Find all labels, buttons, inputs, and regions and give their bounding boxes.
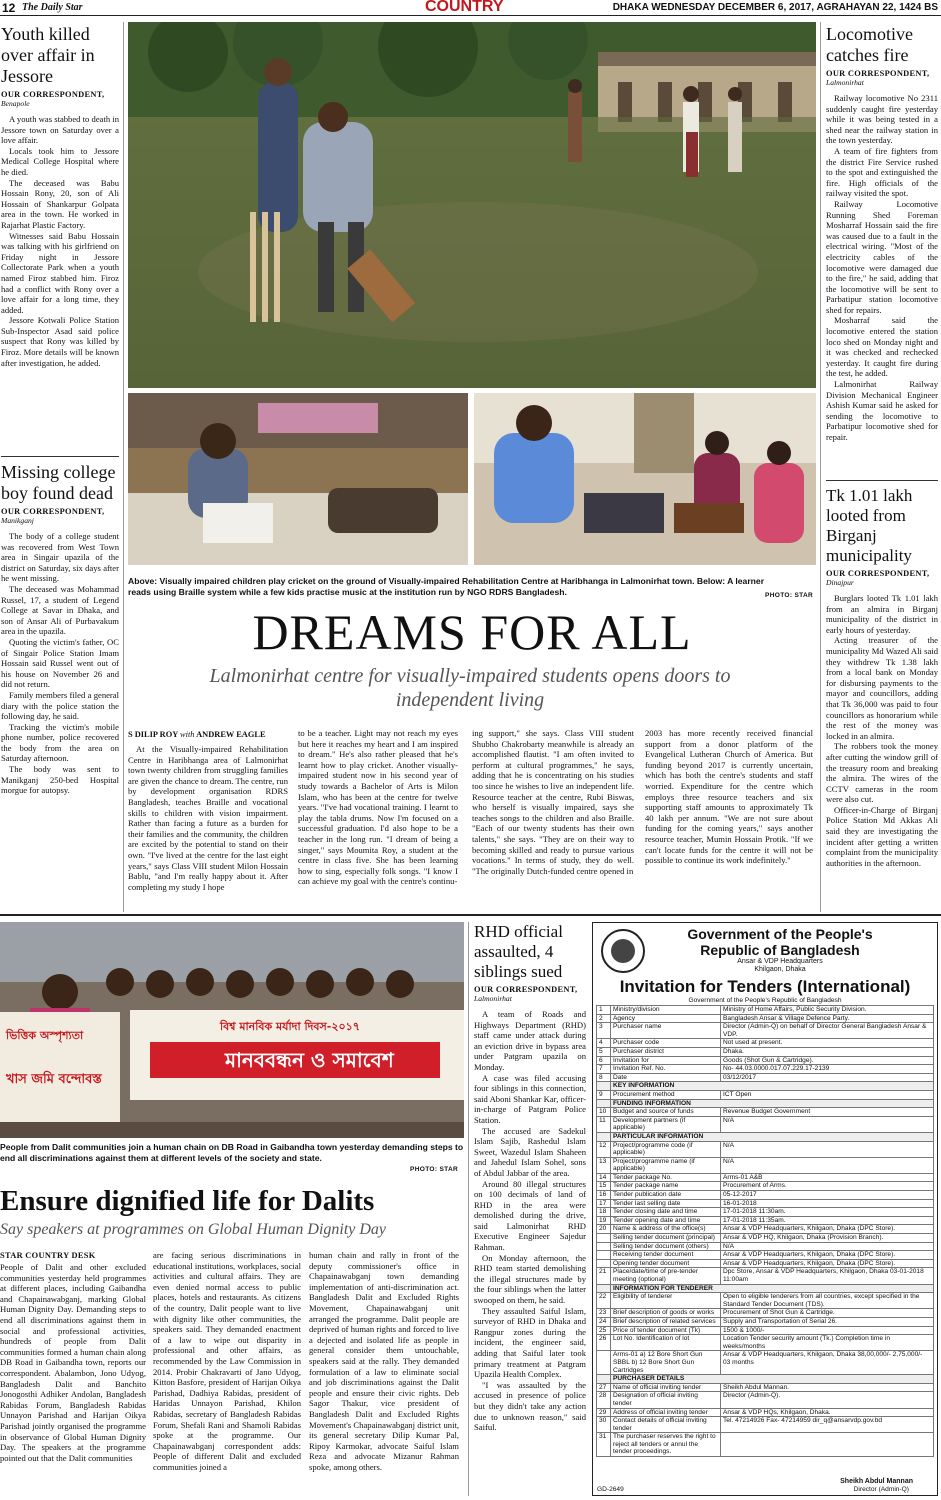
- tender-cell: Goods (Shot Gun & Cartridge).: [721, 1056, 934, 1065]
- tender-cell: Opening tender document: [611, 1259, 721, 1268]
- photo-music-illustration: [474, 393, 816, 565]
- tender-cell: Supply and Transportation of Serial 26.: [721, 1317, 934, 1326]
- dalit-photo-caption: People from Dalit communities join a human chain on DB Road in Gaibandha town yesterday demanding steps to end all discriminations against them at different levels of the society and state.: [0, 1142, 464, 1163]
- paragraph: Railway Locomotive Running Shed Foreman Mosharraf Hossain said the fire was caused due to a fault in the electrical wiring. "Most of the electricity cables of the locomotive were damaged due to the fire," he said, adding that the locomotive will be sent to Parbatipur station locomotive shed for repairs.: [826, 198, 938, 315]
- main-col-3: ing support," she says. Class VIII student Shubho Chakrobarty meanwhile is already an accomplished flautist. "I am often invited to perform at cultural programmes," he says, adding that he is concentrating on his studies too since he wishes to live an independent life. Resource teacher at the centre, Rubi Biswas, who herself is visually impaired, says she teaches songs to the children and also Braille. "Each of our twenty students has their own talents," she says. "They are on their way to becoming skilled and ready to pursue various vocations." In terms of study, they do well. "The originally Dutch-funded centre opened in: [472, 728, 634, 876]
- tender-cell: Procurement of Shot Gun & Cartridge.: [721, 1309, 934, 1318]
- paragraph: Locals took him to Jessore Medical College Hospital where he died.: [1, 145, 119, 177]
- tender-cell: PARTICULAR INFORMATION: [611, 1132, 934, 1141]
- story-missing-boy: [1, 462, 119, 796]
- story-body: [826, 593, 938, 868]
- tender-cell: [597, 1132, 611, 1141]
- tender-row: [597, 1417, 934, 1433]
- tender-cell: [597, 1242, 611, 1251]
- section-rule: [0, 914, 941, 916]
- tender-cell: Sheikh Abdul Mannan.: [721, 1383, 934, 1392]
- tender-gov-title: Government of the People's: [687, 926, 873, 942]
- tender-cell: Selling tender document (principal): [611, 1234, 721, 1243]
- story-headline: Missing college boy found dead: [1, 462, 116, 503]
- paragraph: "I was assaulted by the accused in presence of police but they didn't take any action due to unknown reason," said Saiful.: [474, 1379, 586, 1433]
- story-headline: Tk 1.01 lakh looted from Birganj municipality: [826, 486, 913, 565]
- story-locomotive: [826, 24, 938, 443]
- tender-cell: Address of official inviting tender: [611, 1408, 721, 1417]
- paragraph: Acting treasurer of the municipality Md Wazed Ali said they withdrew Tk 1.38 lakh from a local bank on Monday for disbursing payments to the mayor and councillors, adding that Tk 36,000 was paid to four councillors as honorarium while the rest of the money was locked in an almira.: [826, 635, 938, 741]
- story-headline: Youth killed over affair in Jessore: [1, 24, 95, 86]
- tender-row: [597, 1065, 934, 1074]
- story-byline: OUR CORRESPONDENT,: [1, 90, 105, 99]
- tender-row: [597, 1056, 934, 1065]
- paragraph: Burglars looted Tk 1.01 lakh from an almira in Birganj municipality of the district in early hours of yesterday.: [826, 593, 938, 635]
- tender-cell: 28: [597, 1392, 611, 1408]
- tender-gov-title: Republic of Bangladesh: [700, 942, 860, 958]
- tender-row: [597, 1268, 934, 1284]
- paragraph: Quoting the victim's father, OC of Singair Police Station Imam Hossain said Russel went out of his house on November 26 and did not return.: [1, 636, 119, 690]
- tender-cell: 3: [597, 1023, 611, 1039]
- main-byline: [128, 730, 266, 739]
- column-rule: [1, 456, 119, 457]
- tender-cell: 8: [597, 1073, 611, 1082]
- tender-row: [597, 1259, 934, 1268]
- paragraph: A youth was stabbed to death in Jessore town on Saturday over a love affair.: [1, 114, 119, 146]
- tender-cell: 13: [597, 1157, 611, 1173]
- story-place: Benapole: [1, 99, 30, 108]
- dalit-col-1: People of Dalit and other excluded communities yesterday held programmes at different places, including Gaibandha and Chapainawabganj, marking Global Human Dignity Day. Demanding steps to end all discriminations against them in social and professional activities, hundreds of people from Dalit communities formed a human chain along DB Road in Gaibandha town, reports our correspondent. Abalambon, Jono Udyog, Bangladesh Dalit and Banchito Jonogosthi Adhiker Andolan, Bangladesh Rabidas Forum, Bangladesh Rabidas Unnayon Parishad and Harijan Oikya Parishad jointly organised the programme in observance of Global Human Dignity Day. The speakers at the programme pointed out that the Dalit communities: [0, 1262, 146, 1463]
- tender-row: [597, 1141, 934, 1157]
- tender-row: [597, 1116, 934, 1132]
- tender-cell: Name of official inviting tender: [611, 1383, 721, 1392]
- paragraph: Jessore Kotwali Police Station Sub-Inspector Asad said police suspect that Rony was killed by Firoz. More details will be known after investigation, he added.: [1, 315, 119, 368]
- tender-cell: Purchaser name: [611, 1023, 721, 1039]
- tender-cell: 17: [597, 1199, 611, 1208]
- tender-code: GD-2649: [597, 1486, 624, 1493]
- issue-dateline: DHAKA WEDNESDAY DECEMBER 6, 2017, AGRAHAYAN 22, 1424 BS: [612, 2, 938, 13]
- story-body: [826, 93, 938, 443]
- tender-cell: Eligibility of tenderer: [611, 1293, 721, 1309]
- tender-cell: Price of tender document (Tk): [611, 1326, 721, 1335]
- dalit-byline: STAR COUNTRY DESK: [0, 1251, 96, 1260]
- story-byline: OUR CORRESPONDENT,: [1, 507, 105, 516]
- tender-cell: 30: [597, 1417, 611, 1433]
- paragraph: The deceased was Mohammad Russel, 17, a student of Legend College at Savar in Dhaka, and son of Ansar Ali of Purbavakum area in the upazila.: [1, 583, 119, 637]
- tender-cell: 7: [597, 1065, 611, 1074]
- tender-cell: 25: [597, 1326, 611, 1335]
- story-body: [1, 114, 119, 368]
- tender-cell: Tender last selling date: [611, 1199, 721, 1208]
- tender-table: [596, 1005, 934, 1457]
- column-divider: [820, 22, 821, 912]
- tender-cell: 29: [597, 1408, 611, 1417]
- main-photo-caption: Above: Visually impaired children play cricket on the ground of Visually-impaired Rehabilitation Centre at Haribhanga in Lalmonirhat town. Below: A learner reads using Braille system while a few kids practise music at the institution run by NGO RDRS Bangladesh.: [128, 576, 765, 597]
- paragraph: The body of a college student was recovered from West Town area in Singair upazila of the district on Saturday, six days after he went missing.: [1, 531, 119, 584]
- tender-cell: Date: [611, 1073, 721, 1082]
- tender-cell: Revenue Budget Government: [721, 1108, 934, 1117]
- tender-cell: N/A: [721, 1141, 934, 1157]
- tender-row: [597, 1132, 934, 1141]
- tender-cell: 23: [597, 1309, 611, 1318]
- story-headline: Locomotive catches fire: [826, 24, 913, 65]
- tender-cell: 20: [597, 1225, 611, 1234]
- paragraph: The robbers took the money after cutting the window grill of the treasury room and breaking the almira. The wires of the CCTV cameras in the room were also cut.: [826, 741, 938, 805]
- banner-text-2: মানববন্ধন ও সমাবেশ: [225, 1048, 394, 1072]
- tender-row: [597, 1383, 934, 1392]
- tender-row: [597, 1208, 934, 1217]
- masthead-bar: [0, 0, 941, 16]
- tender-row: [597, 1090, 934, 1099]
- tender-cell: [597, 1284, 611, 1293]
- tender-row: [597, 1408, 934, 1417]
- tender-cell: Not used at present.: [721, 1039, 934, 1048]
- story-place: Manikganj: [1, 516, 34, 525]
- paragraph: The accused are Sadekul Islam Sajib, Rashedul Islam Sweet, Wazedul Islam Shaheen and Jahedul Islam Sohel, sons of Abdul Jabbar of the area.: [474, 1125, 586, 1178]
- tender-row: [597, 1375, 934, 1384]
- author: S DILIP ROY: [128, 730, 178, 739]
- tender-cell: Brief description of related services: [611, 1317, 721, 1326]
- tender-cell: 15: [597, 1182, 611, 1191]
- tender-row: [597, 1082, 934, 1091]
- tender-row: [597, 1157, 934, 1173]
- tender-cell: 05-12-2017: [721, 1191, 934, 1200]
- tender-row: [597, 1234, 934, 1243]
- paragraph: Officer-in-Charge of Birganj Police Station Md Akkas Ali said they are investigating the incident after getting a written complaint from the municipality authorities in the afternoon.: [826, 804, 938, 868]
- tender-cell: Ministry of Home Affairs, Public Security Division.: [721, 1006, 934, 1015]
- column-divider: [123, 22, 124, 912]
- author: ANDREW EAGLE: [196, 730, 266, 739]
- tender-cell: Development partners (if applicable): [611, 1116, 721, 1132]
- tender-cell: FUNDING INFORMATION: [611, 1099, 934, 1108]
- tender-cell: [597, 1234, 611, 1243]
- tender-cell: Ansar & VDP Headquarters, Khilgaon, Dhaka 38,00,000/- 2,75,000/- 03 months: [721, 1351, 934, 1375]
- tender-row: [597, 1433, 934, 1457]
- tender-signer: Sheikh Abdul Mannan: [840, 1478, 913, 1485]
- tender-cell: 18: [597, 1208, 611, 1217]
- tender-cell: 31: [597, 1433, 611, 1457]
- tender-cell: Ministry/division: [611, 1006, 721, 1015]
- tender-cell: [597, 1251, 611, 1260]
- dalit-col-2: are facing serious discriminations in educational institutions, workplaces, social activities and cultural affairs. They are even denied normal access to public places, hotels and restaurants. As citizens of the country, Dalit people want to live with dignity like other communities, the speakers said. They demanded enactment of a law to wipe out disparity in professional and other affairs, as recommended by the Law Commission in 2014. Probir Chakravarti of Jano Udyog, Kitton Basfore, president of Harijan Oikya Parishad, Dadhiya Rabidas, president of Haridas Unnayon Parishad, Khilon Rabidas, secretary of Bangladesh Rabidas Forum, Shefali Rani and Shamoli Rabidas spoke at the programme. Our Chapainawabganj correspondent adds: People of different Dalit and excluded communities joined a: [153, 1250, 301, 1472]
- tender-cell: INFORMATION FOR TENDERER: [611, 1284, 934, 1293]
- tender-row: [597, 1242, 934, 1251]
- tender-cell: Purchaser district: [611, 1047, 721, 1056]
- dalit-subhead: Say speakers at programmes on Global Human Dignity Day: [0, 1221, 387, 1238]
- tender-row: [597, 1225, 934, 1234]
- tender-cell: Project/programme code (if applicable): [611, 1141, 721, 1157]
- tender-cell: Tender publication date: [611, 1191, 721, 1200]
- tender-office: Khilgaon, Dhaka: [754, 966, 806, 973]
- page-number: 12: [2, 1, 16, 15]
- photo-braille-illustration: [128, 393, 468, 565]
- tender-cell: 5: [597, 1047, 611, 1056]
- photo-braille: [128, 393, 468, 565]
- tender-row: [597, 1309, 934, 1318]
- tender-cell: Arms-01 a) 12 Bore Short Gun SBBL b) 12 Bore Short Gun Cartridges: [611, 1351, 721, 1375]
- story-byline: OUR CORRESPONDENT,: [474, 985, 578, 994]
- tender-cell: [597, 1099, 611, 1108]
- paragraph: They assaulted Saiful Islam, surveyor of RHD in Dhaka and Rangpur zones during the incident, the engineer said, adding that Saiful later took primary treatment at Patgram Upazila Health Complex.: [474, 1305, 586, 1380]
- paragraph: Tracking the victim's mobile phone number, police recovered the body from the area on Saturday afternoon.: [1, 721, 119, 764]
- paragraph: The deceased was Babu Hossain Rony, 20, son of Ali Hossain of Shankarpur Golpata area in the town. He worked in Rajarhat Plastic Factory.: [1, 177, 119, 230]
- paragraph: Witnesses said Babu Hossain was talking with his girlfriend on Friday night in Jessore Collectorate Park when a youth named Firoz stabbed him. Firoz had a conflict with Rony over a love affair for a long time, they added.: [1, 230, 119, 315]
- tender-row: [597, 1199, 934, 1208]
- tender-cell: 27: [597, 1383, 611, 1392]
- main-headline: DREAMS FOR ALL: [252, 604, 692, 660]
- photo-music: [474, 393, 816, 565]
- story-body: [1, 531, 119, 796]
- story-place: Lalmonirhat: [474, 994, 512, 1003]
- main-col-4: 2003 has more recently received financial support from a donor platform of the Evangelical Lutheran Church of America. But funding beyond 2017 is currently uncertain, which has both the centre's students and staff worried. Expenditure for the centre which employs three resource teachers and six supporting staff amounts to approximately Tk 40 lakh per annum. "We are not sure about funding for the coming years," says another resource teacher, Mumin Hossain Protik. "If we can't locate funds for the centre it will not be possible to continue its work indefinitely.": [645, 728, 813, 866]
- story-tk-looted: [826, 486, 938, 868]
- tender-cell: Location Tender security amount (Tk.) Completion time in weeks/months: [721, 1335, 934, 1351]
- tender-cell: Designation of official inviting tender: [611, 1392, 721, 1408]
- tender-cell: Bangladesh Ansar & Village Defence Party.: [721, 1014, 934, 1023]
- tender-cell: KEY INFORMATION: [611, 1082, 934, 1091]
- paragraph: A team of Roads and Highways Department (RHD) staff came under attack during an eviction drive in bypass area under Patgram upazila on Monday.: [474, 1009, 586, 1072]
- story-byline: OUR CORRESPONDENT,: [826, 569, 930, 578]
- tender-row: [597, 1191, 934, 1200]
- tender-cell: Tender closing date and time: [611, 1208, 721, 1217]
- paper-name: The Daily Star: [22, 2, 83, 13]
- tender-cell: 14: [597, 1173, 611, 1182]
- tender-advertisement: [592, 922, 938, 1496]
- tender-cell: [597, 1375, 611, 1384]
- tender-cell: Ansar & VDP Headquarters, Khilgaon, Dhaka (DPC Store).: [721, 1251, 934, 1260]
- tender-row: [597, 1099, 934, 1108]
- column-rule: [826, 480, 938, 481]
- paragraph: On Monday afternoon, the RHD team started demolishing the illegal structures made by the four siblings when the latter swooped on them, he said.: [474, 1252, 586, 1306]
- tender-cell: [597, 1082, 611, 1091]
- tender-cell: 21: [597, 1268, 611, 1284]
- tender-cell: Brief description of goods or works: [611, 1309, 721, 1318]
- tender-cell: Tender opening date and time: [611, 1216, 721, 1225]
- tender-cell: 12: [597, 1141, 611, 1157]
- tender-cell: Arms-01 A&B: [721, 1173, 934, 1182]
- tender-row: [597, 1006, 934, 1015]
- tender-cell: Name & address of the office(s): [611, 1225, 721, 1234]
- tender-cell: Agency: [611, 1014, 721, 1023]
- photo-cricket: [128, 22, 816, 388]
- tender-row: [597, 1108, 934, 1117]
- tender-cell: Ansar & VDP HQs, Khilgaon, Dhaka.: [721, 1408, 934, 1417]
- story-place: Lalmonirhat: [826, 78, 864, 87]
- tender-cell: 16-01-2018: [721, 1199, 934, 1208]
- main-subhead: Lalmonirhat centre for visually-impaired students opens doors to independent living: [209, 665, 731, 711]
- story-byline: OUR CORRESPONDENT,: [826, 69, 930, 78]
- tender-cell: 11: [597, 1116, 611, 1132]
- tender-row: [597, 1014, 934, 1023]
- tender-title: Invitation for Tenders (International): [619, 977, 911, 996]
- dalit-headline: Ensure dignified life for Dalits: [0, 1185, 375, 1217]
- tender-cell: 17-01-2018 11:35am.: [721, 1216, 934, 1225]
- tender-row: [597, 1182, 934, 1191]
- placard-text-1: ভিত্তিক অস্পৃশ্যতা: [6, 1029, 84, 1042]
- tender-cell: PURCHASER DETAILS: [611, 1375, 934, 1384]
- main-col-2: to be a teacher. Light may not reach my eyes but here it reaches my heart and I am inspired to dream." He's also rather pleased that he's learnt how to play cricket. Another visually-impaired student now in his second year of study towards a Bachelor of Arts is Milon Islam, who has been at the centre for twelve years. "I've had vocational training. I learnt to play the tabla drums. Now I'm focused on a successful graduation. I'd also hope to be a teacher in the long run. "I dream of being a singer," says Moumita Roy, a student at the centre in class five. She has been learning how to sing, especially folk songs. "I know I can achieve my goal with the centre's continu-: [298, 728, 458, 887]
- tender-row: [597, 1335, 934, 1351]
- tender-cell: N/A: [721, 1242, 934, 1251]
- tender-cell: Procurement method: [611, 1090, 721, 1099]
- tender-office: Ansar & VDP Headquarters: [737, 958, 823, 965]
- tender-cell: Tender package No.: [611, 1173, 721, 1182]
- story-body: [474, 1009, 586, 1433]
- tender-cell: 10: [597, 1108, 611, 1117]
- tender-row: [597, 1023, 934, 1039]
- tender-cell: 1500 & 1000/-: [721, 1326, 934, 1335]
- tender-cell: No- 44.03.0000.017.07.229.17-2139: [721, 1065, 934, 1074]
- tender-signer-title: Director (Admin-Q): [853, 1486, 909, 1493]
- dalit-photo-credit: PHOTO: STAR: [410, 1166, 459, 1173]
- tender-cell: Contact details of official inviting tender: [611, 1417, 721, 1433]
- tender-row: [597, 1293, 934, 1309]
- tender-cell: Receiving tender document: [611, 1251, 721, 1260]
- tender-row: [597, 1216, 934, 1225]
- tender-cell: 17-01-2018 11:30am.: [721, 1208, 934, 1217]
- tender-cell: Ansar & VDP HQ, Khilgaon, Dhaka (Provision Branch).: [721, 1234, 934, 1243]
- placard-text-2: খাস জমি বন্দোবস্ত: [6, 1072, 102, 1087]
- tender-cell: 03/12/2017: [721, 1073, 934, 1082]
- tender-cell: 16: [597, 1191, 611, 1200]
- paragraph: Railway locomotive No 2311 suddenly caught fire yesterday while it was being tested in a shed near the railway station in the town yesterday.: [826, 93, 938, 146]
- tender-cell: Dpc Store, Ansar & VDP Headquarters, Khilgaon, Dhaka 03-01-2018 11:00am: [721, 1268, 934, 1284]
- section-name: COUNTRY: [425, 0, 504, 15]
- tender-cell: Selling tender document (others): [611, 1242, 721, 1251]
- tender-cell: 9: [597, 1090, 611, 1099]
- tender-cell: 2: [597, 1014, 611, 1023]
- tender-cell: N/A: [721, 1116, 934, 1132]
- byline-with: with: [180, 730, 195, 739]
- tender-cell: Dhaka.: [721, 1047, 934, 1056]
- tender-sub: Government of the People's Republic of Bangladesh: [688, 997, 842, 1004]
- tender-row: [597, 1351, 934, 1375]
- tender-cell: 22: [597, 1293, 611, 1309]
- govt-seal-icon: [601, 929, 645, 973]
- tender-cell: The purchaser reserves the right to reject all tenders or annul the tender proceedings.: [611, 1433, 721, 1457]
- tender-cell: 6: [597, 1056, 611, 1065]
- tender-row: [597, 1317, 934, 1326]
- tender-row: [597, 1047, 934, 1056]
- tender-cell: 24: [597, 1317, 611, 1326]
- tender-row: [597, 1039, 934, 1048]
- tender-row: [597, 1392, 934, 1408]
- dalit-col-3: human chain and rally in front of the deputy commissioner's office in Chapainawabganj town demanding implementation of anti-discrimination act. Bangladesh Dalit and Excluded Rights Movement, Chapainawabganj unit arranged the programme. Dalit people are deprived of human rights and forced to live a dejected and isolated life as people in general consider them untouchable, speakers said at the rally. They demanded formulation of a law to eliminate social and job discriminations against the Dalit people and ensure their civic rights. Deb Sagor Thakur, vice president of Bangladesh Dalit and Excluded Rights Movement's Chapainawabganj district unit, its general secretary Dilip Kumar Pal, Ripoy Karmokar, advocate Saiful Islam Reza and advocate Mizanur Rahman spoke, among others.: [309, 1250, 459, 1472]
- photo-cricket-illustration: [128, 22, 816, 388]
- tender-cell: Ansar & VDP Headquarters, Khilgaon, Dhaka (DPC Store).: [721, 1225, 934, 1234]
- tender-cell: Place/date/time of pre-tender meeting (optional): [611, 1268, 721, 1284]
- tender-cell: Invitation for: [611, 1056, 721, 1065]
- tender-cell: 26: [597, 1335, 611, 1351]
- tender-cell: 19: [597, 1216, 611, 1225]
- tender-cell: Director (Admin-Q) on behalf of Director General Bangladesh Ansar & VDP.: [721, 1023, 934, 1039]
- tender-cell: ICT Open: [721, 1090, 934, 1099]
- story-headline: RHD official assaulted, 4 siblings sued: [474, 922, 563, 981]
- tender-cell: Tel. 47214926 Fax- 47214959 dir_q@ansarvdp.gov.bd: [721, 1417, 934, 1433]
- tender-cell: [597, 1259, 611, 1268]
- tender-cell: Purchaser code: [611, 1039, 721, 1048]
- tender-cell: Invitation Ref. No.: [611, 1065, 721, 1074]
- tender-cell: 4: [597, 1039, 611, 1048]
- tender-cell: [597, 1351, 611, 1375]
- tender-row: [597, 1073, 934, 1082]
- tender-cell: Lot No. Identification of lot: [611, 1335, 721, 1351]
- tender-cell: [721, 1433, 934, 1457]
- tender-cell: Project/programme name (if applicable): [611, 1157, 721, 1173]
- paragraph: A team of fire fighters from the district Fire Service rushed to the spot and extinguished the fire. High officials of the railway visited the spot.: [826, 145, 938, 199]
- tender-cell: Procurement of Arms.: [721, 1182, 934, 1191]
- paragraph: Family members filed a general diary with the police station the following day, he said.: [1, 689, 119, 722]
- photo-human-chain: [0, 922, 464, 1138]
- paragraph: A case was filed accusing four siblings in this connection, said Aboni Shankar Kar, officer-in-charge of Patgram Police Station.: [474, 1072, 586, 1125]
- story-rhd: [474, 922, 586, 1433]
- tender-cell: Tender package name: [611, 1182, 721, 1191]
- tender-cell: N/A: [721, 1157, 934, 1173]
- tender-row: [597, 1251, 934, 1260]
- banner-text-1: বিশ্ব মানবিক মর্যাদা দিবস-২০১৭: [220, 1020, 360, 1033]
- story-youth-killed: [1, 24, 119, 368]
- tender-row: [597, 1326, 934, 1335]
- tender-cell: Ansar & VDP Headquarters, Khilgaon, Dhaka (DPC Store).: [721, 1259, 934, 1268]
- paragraph: Mosharraf said the locomotive entered the station loco shed on Monday night and it was checked and rechecked yesterday. It caught fire during the test, he added.: [826, 315, 938, 379]
- tender-row: [597, 1284, 934, 1293]
- tender-cell: Director (Admin-Q).: [721, 1392, 934, 1408]
- tender-row: [597, 1173, 934, 1182]
- main-photo-credit: PHOTO: STAR: [765, 592, 814, 599]
- tender-cell: Budget and source of funds: [611, 1108, 721, 1117]
- tender-cell: Open to eligible tenderers from all countries, except specified in the Standard Tender Document (TDS).: [721, 1293, 934, 1309]
- paragraph: Lalmonirhat Railway Division Mechanical Engineer Ashish Kumar said he asked for sending the locomotive to Parbatipur locomotive shed for repair.: [826, 379, 938, 442]
- story-place: Dinajpur: [826, 578, 854, 587]
- tender-cell: 1: [597, 1006, 611, 1015]
- paragraph: Around 80 illegal structures on 100 decimals of land of RHD in the area were demolished during the drive, said Lalmonirhat RHD Executive Engineer Sajedur Rahman.: [474, 1178, 586, 1253]
- column-divider: [468, 922, 469, 1496]
- main-col-1: At the Visually-impaired Rehabilitation Centre in Haribhanga area of Lalmonirhat town twenty children from struggling families are given the chance to dream. The centre, run by development organisation RDRS Bangladesh, teaches Braille and vocational skills to children with vision impairment. Rather than facing a future as a burden for their families and the community, the children are excited by the potential to stand on their own. "I've lived at the centre for the last eight years," says Class VIII student Milon Hossain Bablu, "and I'm really happy about it. After completing my study I hope: [128, 744, 288, 892]
- paragraph: The body was sent to Manikganj 250-bed Hospital morgue for autopsy.: [1, 764, 119, 796]
